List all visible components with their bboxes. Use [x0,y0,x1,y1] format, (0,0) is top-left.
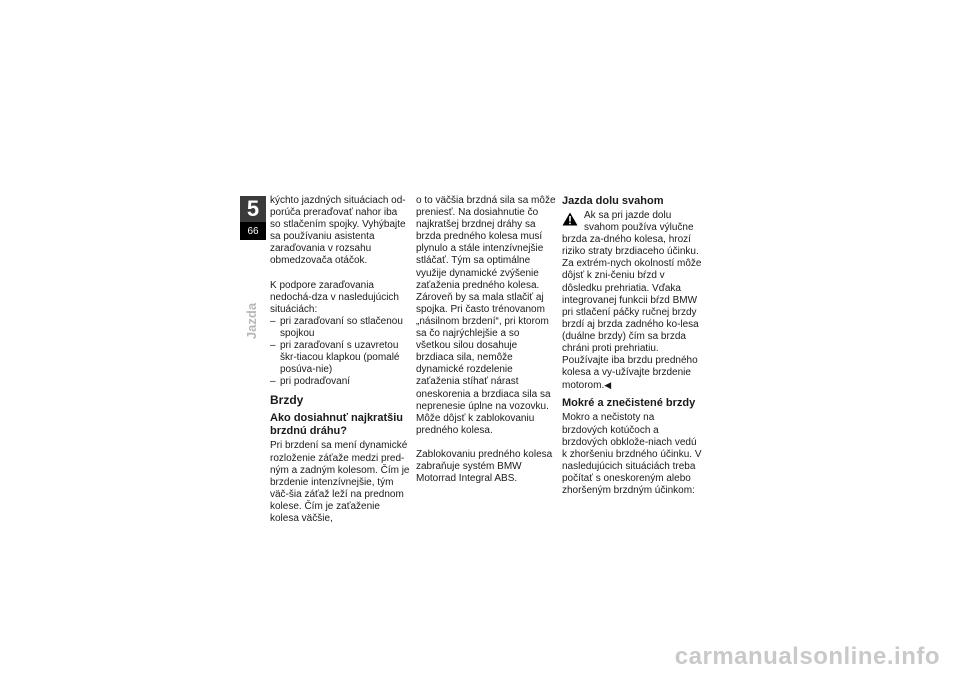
column-1 [270,195,410,525]
list-item-text: pri podraďovaní [280,376,351,388]
chapter-badge [240,196,266,240]
dash-marker: – [270,340,276,352]
paragraph: Pri brzdení sa mení dynamické rozloženie záťaže medzi pred-ným a zadným kolesom. Čím je brzdenie intenzívnejšie, tým väč-šia záťaž leží na prednom kolese. Čím je zaťaženie kolesa väčšie, [270,440,410,524]
chapter-number: 5 [240,196,266,222]
paragraph: K podpore zaraďovania nedochá-dza v nasledujúcich situáciách: [270,279,399,315]
subsection-title: Jazda dolu svahom [562,195,664,207]
paragraph: o to väčšia brzdná sila sa môže preniesť. Na dosiahnutie čo najkratšej brzdnej dráhy sa brzda predného kolesa musí plynulo a stále intenzívnejšie stláčať. Tým sa optimálne využije dynamické zvýšenie zaťaženia predného kolesa. Zároveň by sa mala stlačiť aj spojka. Pri často trénovanom „násilnom brzdení“, pri ktorom sa čo najrýchlejšie a so všetkou silou dosahuje brzdiaca sila, nemôže dynamické rozdelenie zaťaženia stíhať nárast oneskorenia a brzdiaca sila sa neprenesie úplne na vozovku. Môže dôjsť k zablokovaniu predného kolesa. [416,195,556,436]
end-mark-icon: ◀ [604,380,612,391]
paragraph: kýchto jazdných situáciach od-porúča preraďovať nahor iba so stlačením spojky. Vyhýbajte sa používaniu asistenta zaraďovania v rozsahu obmedzovača otáčok. [270,195,406,267]
warning-paragraph [562,210,702,392]
chapter-side-label: Jazda [244,302,259,340]
warning-triangle-icon [562,212,578,226]
page-number: 66 [247,226,259,237]
list-item-text: pri zaraďovaní so stlačenou spojkou [280,315,403,339]
dash-marker: – [270,315,276,327]
subsection-title: Mokré a znečistené brzdy [562,397,696,410]
column-3 [562,195,702,497]
list-item-text: pri zaraďovaní s uzavretou škr-tiacou klapkou (pomalé posúva-nie) [280,340,400,376]
warning-text: Ak sa pri jazde dolu svahom používa výlučne brzda za-dného kolesa, hrozí riziko straty brzdiaceho účinku. Za extrém-nych okolností môže dôjsť k zni-čeniu bŕzd v dôsledku prehriatia. Vďaka integrovanej funkcii bŕzd BMW pri stlačení páčky ručnej brzdy brzdí aj brzda zadného ko-lesa (duálne brzdy) čím sa brzda chráni proti prehriatiu. Používajte iba brzdu predného kolesa a vy-užívajte brzdenie motorom. [562,210,702,392]
section-title: Brzdy [270,393,304,408]
list-item [270,340,410,376]
subsection-title: Ako dosiahnuť najkratšiu brzdnú dráhu? [270,412,404,438]
list-item [270,376,410,388]
paragraph: Mokro a nečistoty na brzdových kotúčoch a brzdových obklože-niach vedú k zhoršeniu brzdného účinku. V nasledujúcich situáciách treba počítať s oneskoreným alebo zhoršeným brzdným účinkom: [562,412,702,496]
watermark: carmanualsonline.info [674,643,940,670]
paragraph: Zablokovaniu predného kolesa zabraňuje systém BMW Motorrad Integral ABS. [416,448,553,485]
list-item [270,316,410,340]
column-2 [416,195,556,485]
dash-marker: – [270,376,276,388]
dash-list [270,316,410,389]
